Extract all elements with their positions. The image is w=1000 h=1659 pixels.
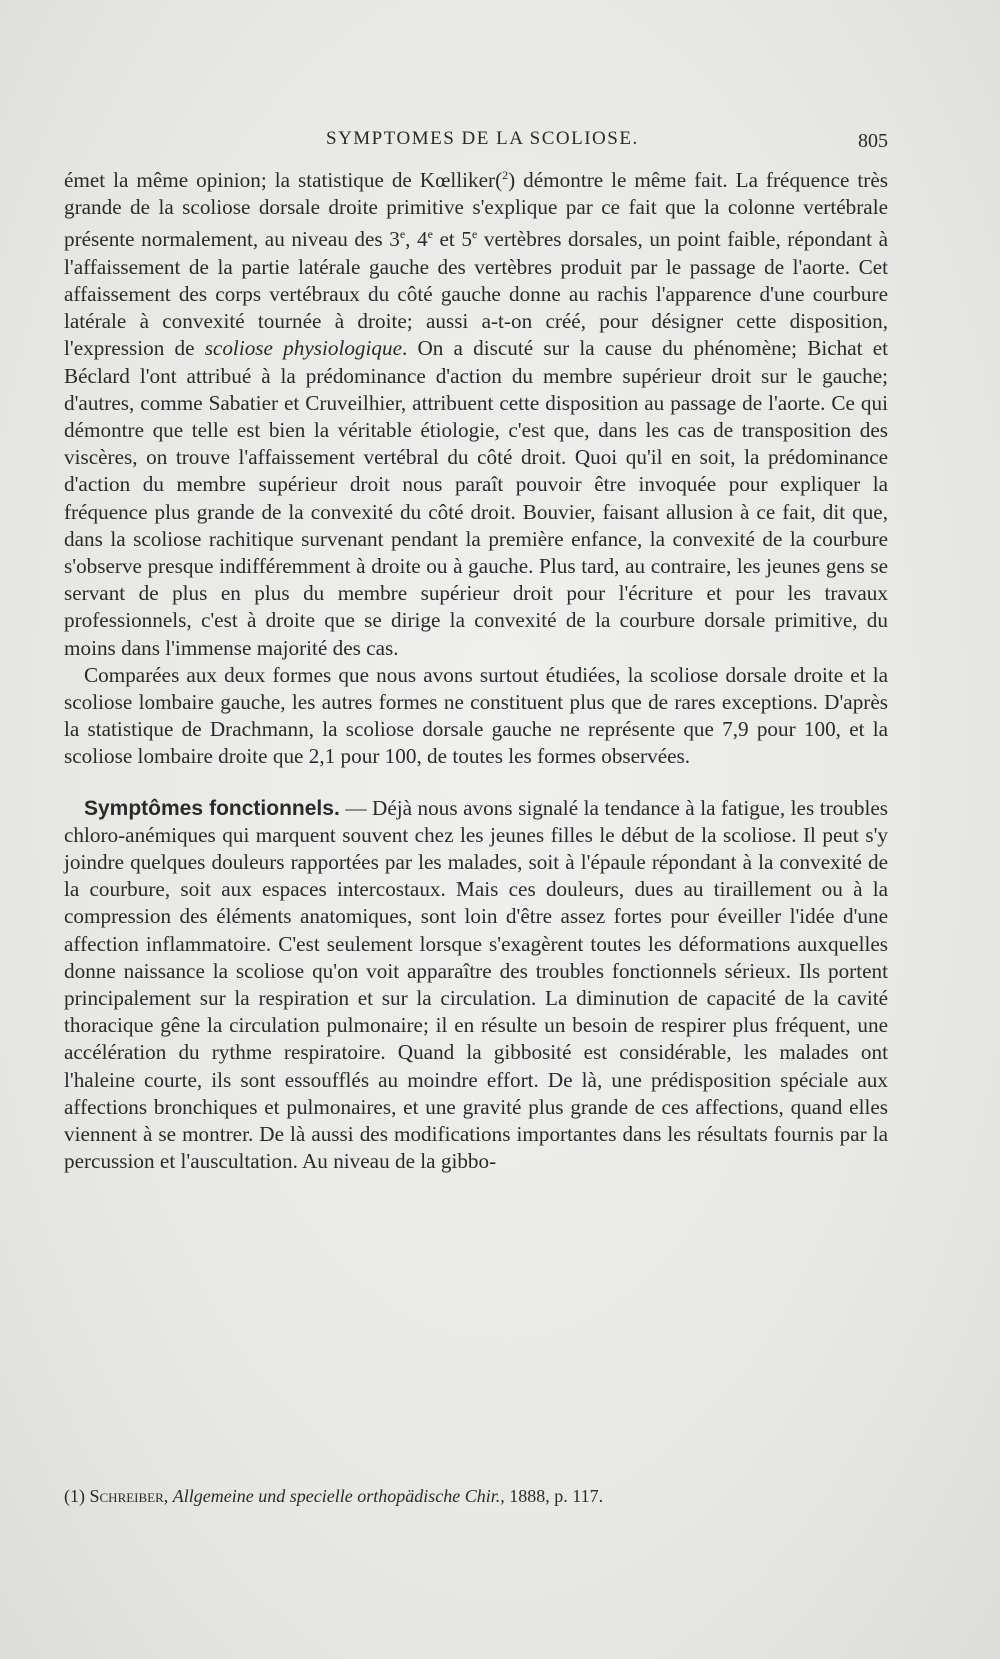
paragraph-1 bbox=[64, 162, 888, 662]
section-heading: Symptômes fonctionnels. bbox=[84, 796, 340, 820]
p1-text-d: et 5 bbox=[432, 227, 472, 252]
p1-text-e: vertèbres dorsales, un point faible, répondant à l'affaissement de la partie latérale gauche des vertèbres produit par le passage de l'aorte. Cet affaissement des corps vertébraux du côté gauche donne au rachis l'apparence d'une courbure latérale à convexité tournée à droite; aussi a-t-on créé, pour désigner cette disposition, l'expression de bbox=[64, 227, 889, 361]
footnote-title: Allgemeine und specielle orthopädische Chir. bbox=[172, 1486, 501, 1506]
ordinal-sup: e bbox=[427, 227, 433, 242]
italic-term: scoliose physiologique bbox=[204, 336, 402, 361]
footnote-author: Schreiber bbox=[89, 1486, 164, 1506]
footnote-sep: , bbox=[163, 1486, 173, 1506]
footnote-rest: , 1888, p. 117. bbox=[500, 1486, 604, 1506]
running-title: SYMPTOMES DE LA SCOLIOSE. bbox=[326, 128, 639, 149]
p1-text-a: émet la même opinion; la statistique de Kœlliker( bbox=[64, 168, 503, 193]
footnote-marker: (1) bbox=[64, 1486, 90, 1506]
p1-text-c: , 4 bbox=[405, 227, 428, 252]
ordinal-sup: e bbox=[471, 227, 478, 242]
footnote-ref: 2 bbox=[502, 168, 509, 182]
p1-text-b: ) démontre le même fait. La fréquence très grande de la scoliose dorsale droite primitive s'explique par ce fait que la colonne vertébrale présente normalement, au niveau des 3 bbox=[64, 168, 888, 252]
paragraph-3 bbox=[64, 795, 888, 1176]
paragraph-2: Comparées aux deux formes que nous avons surtout étudiées, la scoliose dorsale droite et la scoliose lombaire gauche, les autres formes ne constituent plus que de rares exceptions. D'après la statistique de Drachmann, la scoliose dorsale gauche ne représente que 7,9 pour 100, et la scoliose lombaire droite que 2,1 pour 100, de toutes les formes observées. bbox=[64, 662, 888, 769]
page-number: 805 bbox=[858, 130, 888, 152]
footnote bbox=[64, 1486, 888, 1507]
p3-text: — Déjà nous avons signalé la tendance à la fatigue, les troubles chloro-anémiques qui marquent souvent chez les jeunes filles le début de la scoliose. Il peut s'y joindre quelques douleurs rapportées par les malades, soit à l'épaule répondant à la convexité de la courbure, soit aux espaces intercostaux. Mais ces douleurs, dues au tiraillement ou à la compression des éléments anatomiques, sont loin d'être assez fortes pour éveiller l'idée d'une affection inflammatoire. C'est seulement lorsque s'exagèrent toutes les déformations auxquelles donne naissance la scoliose qu'on voit apparaître des troubles fonctionnels sérieux. Ils portent principalement sur la respiration et sur la circulation. La diminution de capacité de la cavité thoracique gêne la circulation pulmonaire; il en résulte un besoin de respirer plus fréquent, une accélération du rythme respiratoire. Quand la gibbosité est considérable, les malades ont l'haleine courte, ils sont essoufflés au moindre effort. De là, une prédisposition spéciale aux affections bronchiques et pulmonaires, et une gravité plus grande de ces affections, quand elles viennent à se montrer. De là aussi des modifications importantes dans les résultats fournis par la percussion et l'auscultation. Au niveau de la gibbo- bbox=[64, 795, 888, 1174]
p1-text-f: . On a discuté sur la cause du phénomène; Bichat et Béclard l'ont attribué à la prédominance d'action du membre supérieur droit sur le gauche; d'autres, comme Sabatier et Cruveilhier, attribuent cette disposition au passage de l'aorte. Ce qui démontre que telle est bien la véritable étiologie, c'est que, dans les cas de transposition des viscères, on trouve l'affaissement vertébral du côté droit. Quoi qu'il en soit, la prédominance d'action du membre supérieur droit nous paraît pouvoir être invoquée pour expliquer la fréquence plus grande de la convexité du côté droit. Bouvier, faisant allusion à ce fait, dit que, dans la scoliose rachitique survenant pendant la première enfance, la convexité de la courbure s'observe presque indifféremment à droite ou à gauche. Plus tard, au contraire, les jeunes gens se servant de plus en plus du membre supérieur droit pour l'écriture et pour les travaux professionnels, c'est à droite que se dirige la convexité de la courbure dorsale primitive, du moins dans l'immense majorité des cas. bbox=[64, 336, 888, 660]
ordinal-sup: e bbox=[399, 227, 406, 242]
body-text bbox=[64, 162, 888, 1175]
page-header bbox=[66, 128, 888, 158]
